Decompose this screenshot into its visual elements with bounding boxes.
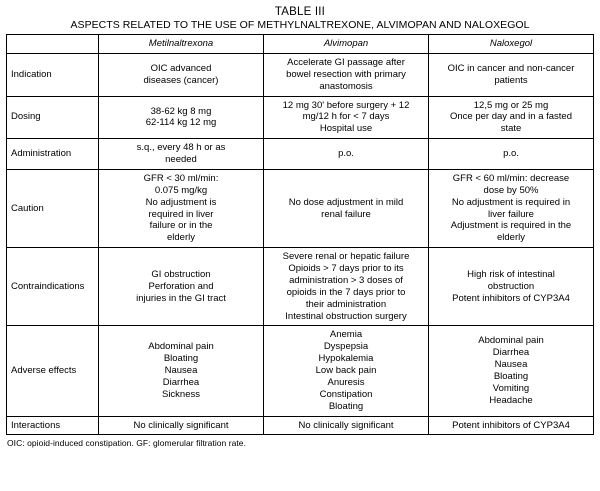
cell-indication-alvimopan bbox=[264, 53, 429, 96]
cell-line: OIC advanced bbox=[150, 62, 212, 74]
cell-line: Anuresis bbox=[327, 376, 365, 388]
table-row bbox=[7, 96, 594, 139]
cell-line: Bloating bbox=[328, 400, 364, 412]
cell-line: High risk of intestinal bbox=[467, 269, 555, 280]
row-header-dosing: Dosing bbox=[7, 96, 99, 139]
cell-line: diseases (cancer) bbox=[143, 74, 219, 86]
cell-line: 12 mg 30' before surgery + 12 bbox=[282, 99, 410, 111]
cell-line: 0.075 mg/kg bbox=[154, 184, 208, 196]
cell-line: p.o. bbox=[338, 148, 354, 160]
cell-contraindications-alvimopan bbox=[264, 248, 429, 326]
cell-line: Diarrhea bbox=[162, 376, 200, 388]
cell-line: Hospital use bbox=[319, 123, 373, 135]
cell-adverse-effects-naloxegol bbox=[429, 326, 594, 416]
cell-line: Sickness bbox=[161, 388, 200, 400]
cell-line: Low back pain bbox=[315, 365, 377, 377]
cell-line: Opioids > 7 days prior to its bbox=[288, 263, 404, 275]
cell-line: Perforation and bbox=[148, 280, 214, 292]
cell-indication-methylnaltrexone bbox=[99, 53, 264, 96]
cell-line: opioids in the 7 days prior to bbox=[286, 286, 406, 298]
cell-line: Potent inhibitors of CYP3A4 bbox=[452, 292, 570, 304]
cell-line: Intestinal obstruction surgery bbox=[285, 310, 407, 322]
cell-line: No clinically significant bbox=[298, 419, 394, 431]
cell-administration-methylnaltrexone bbox=[99, 139, 264, 170]
cell-line: patients bbox=[494, 74, 528, 86]
column-header-alvimopan: Alvimopan bbox=[264, 35, 429, 54]
cell-line: failure or in the bbox=[149, 220, 213, 232]
cell-line: p.o. bbox=[503, 148, 519, 160]
cell-dosing-naloxegol bbox=[429, 96, 594, 139]
table-corner-cell bbox=[7, 35, 99, 54]
cell-line: No clinically significant bbox=[133, 419, 229, 431]
cell-line: Abdominal pain bbox=[478, 335, 544, 347]
cell-contraindications-methylnaltrexone bbox=[99, 248, 264, 326]
row-header-interactions: Interactions bbox=[7, 416, 99, 435]
cell-line: Nausea bbox=[494, 359, 528, 371]
cell-line: Once per day and in a fasted bbox=[450, 111, 572, 123]
cell-line: 62-114 kg 12 mg bbox=[145, 117, 217, 129]
cell-line: their administration bbox=[305, 298, 387, 310]
row-header-contraindications: Contraindications bbox=[7, 248, 99, 326]
cell-line: Constipation bbox=[319, 388, 373, 400]
table-header bbox=[7, 35, 594, 54]
cell-line: injuries in the GI tract bbox=[136, 292, 226, 304]
table-row bbox=[7, 53, 594, 96]
table-row bbox=[7, 416, 594, 435]
cell-indication-naloxegol bbox=[429, 53, 594, 96]
cell-line: dose by 50% bbox=[483, 184, 539, 196]
cell-line: No adjustment is required in bbox=[451, 196, 571, 208]
cell-line: required in liver bbox=[148, 208, 214, 220]
table-caption: ASPECTS RELATED TO THE USE OF METHYLNALTREXONE, ALVIMOPAN AND NALOXEGOL bbox=[70, 19, 530, 31]
cell-line: administration > 3 doses of bbox=[289, 274, 403, 286]
cell-line: 12,5 mg or 25 mg bbox=[473, 99, 549, 111]
table-row bbox=[7, 139, 594, 170]
cell-line: Anemia bbox=[329, 329, 363, 341]
cell-line: needed bbox=[165, 154, 197, 166]
column-header-naloxegol: Naloxegol bbox=[429, 35, 594, 54]
cell-contraindications-naloxegol bbox=[429, 248, 594, 326]
cell-caution-naloxegol bbox=[429, 169, 594, 247]
row-header-administration: Administration bbox=[7, 139, 99, 170]
cell-line: renal failure bbox=[321, 208, 371, 220]
row-header-caution: Caution bbox=[7, 169, 99, 247]
cell-line: Vomiting bbox=[492, 382, 530, 394]
cell-line: elderly bbox=[167, 232, 195, 244]
cell-administration-alvimopan bbox=[264, 139, 429, 170]
cell-line: GI obstruction bbox=[151, 269, 211, 280]
table-row bbox=[7, 326, 594, 416]
cell-line: s.q., every 48 h or as bbox=[136, 142, 226, 154]
cell-line: elderly bbox=[497, 232, 525, 244]
cell-line: Nausea bbox=[164, 365, 198, 377]
cell-line: Adjustment is required in the bbox=[450, 220, 572, 232]
cell-caution-methylnaltrexone bbox=[99, 169, 264, 247]
cell-line: No dose adjustment in mild bbox=[288, 196, 404, 208]
cell-line: No adjustment is bbox=[145, 196, 217, 208]
cell-caution-alvimopan bbox=[264, 169, 429, 247]
cell-line: 38-62 kg 8 mg bbox=[150, 105, 212, 117]
cell-line: GFR < 60 ml/min: decrease bbox=[452, 172, 570, 184]
cell-line: Bloating bbox=[163, 353, 199, 365]
cell-line: Potent inhibitors of CYP3A4 bbox=[452, 419, 570, 431]
table-header-row bbox=[7, 35, 594, 54]
cell-dosing-alvimopan bbox=[264, 96, 429, 139]
cell-adverse-effects-methylnaltrexone bbox=[99, 326, 264, 416]
table-row bbox=[7, 248, 594, 326]
cell-line: mg/12 h for < 7 days bbox=[302, 111, 390, 123]
cell-line: Headache bbox=[489, 394, 533, 406]
cell-line: liver failure bbox=[488, 208, 534, 220]
cell-line: anastomosis bbox=[319, 80, 373, 92]
cell-adverse-effects-alvimopan bbox=[264, 326, 429, 416]
cell-administration-naloxegol bbox=[429, 139, 594, 170]
table-row bbox=[7, 169, 594, 247]
cell-line: Dyspepsia bbox=[323, 341, 369, 353]
cell-line: Severe renal or hepatic failure bbox=[282, 251, 410, 263]
cell-line: Diarrhea bbox=[492, 347, 530, 359]
column-header-methylnaltrexone: Metilnaltrexona bbox=[99, 35, 264, 54]
cell-line: OIC in cancer and non-cancer bbox=[447, 62, 575, 74]
cell-line: Hypokalemia bbox=[318, 353, 374, 365]
cell-interactions-alvimopan bbox=[264, 416, 429, 435]
cell-line: state bbox=[500, 123, 522, 135]
table-number: TABLE III bbox=[274, 6, 326, 18]
cell-line: Bloating bbox=[493, 371, 529, 382]
cell-line: obstruction bbox=[487, 280, 535, 292]
cell-dosing-methylnaltrexone bbox=[99, 96, 264, 139]
table-footnote: OIC: opioid-induced constipation. GF: glomerular filtration rate. bbox=[7, 438, 246, 449]
cell-line: bowel resection with primary bbox=[286, 68, 406, 80]
table-body bbox=[7, 53, 594, 435]
row-header-adverse-effects: Adverse effects bbox=[7, 326, 99, 416]
comparison-table bbox=[6, 34, 594, 435]
cell-interactions-naloxegol bbox=[429, 416, 594, 435]
cell-interactions-methylnaltrexone bbox=[99, 416, 264, 435]
cell-line: GFR < 30 ml/min: bbox=[143, 172, 219, 184]
row-header-indication: Indication bbox=[7, 53, 99, 96]
cell-line: Accelerate GI passage after bbox=[287, 56, 405, 68]
cell-line: Abdominal pain bbox=[148, 341, 214, 353]
